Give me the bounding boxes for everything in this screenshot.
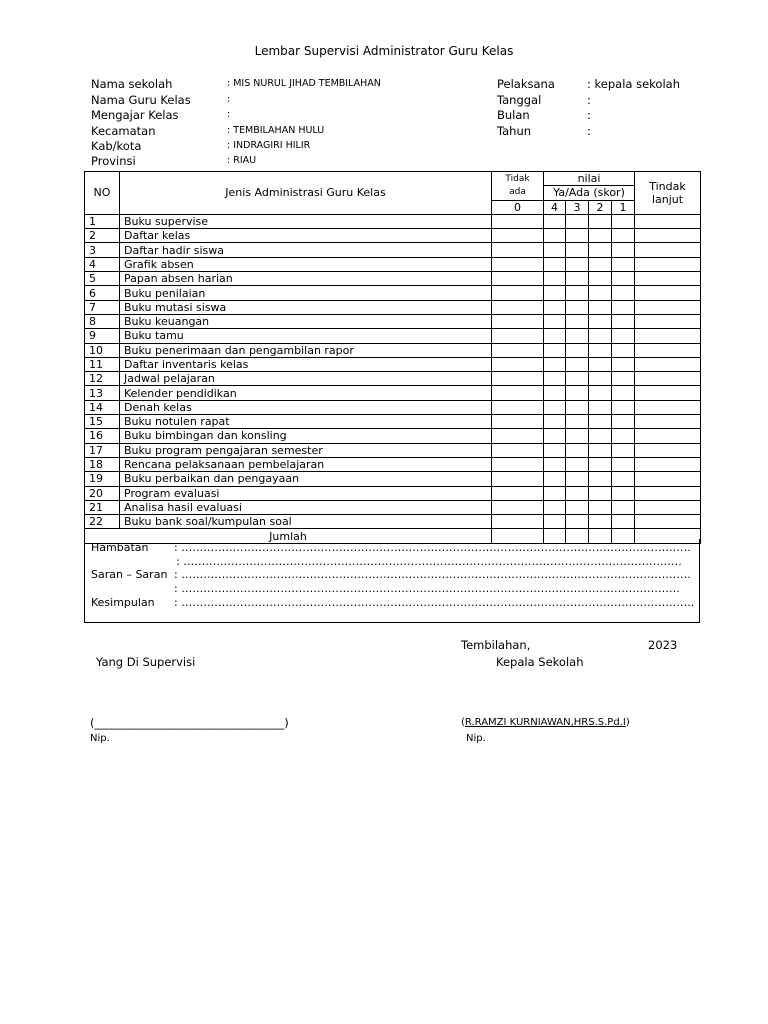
value-kecamatan: : TEMBILAHAN HULU — [227, 125, 325, 136]
left-nip: Nip. — [90, 733, 110, 744]
table-row — [85, 400, 701, 414]
left-name-line: (_________________________________) — [90, 716, 289, 730]
header-score-2: 2 — [589, 200, 612, 214]
label-bulan: Bulan — [497, 108, 530, 122]
kesimpulan-label: Kesimpulan — [91, 596, 155, 609]
score-2-cell — [589, 229, 612, 243]
score-1-cell — [612, 257, 635, 271]
saran-label: Saran – Saran — [91, 568, 168, 581]
tindak-lanjut-cell — [635, 257, 701, 271]
score-0-cell — [492, 400, 544, 414]
tindak-lanjut-cell — [635, 500, 701, 514]
score-3-cell — [566, 415, 589, 429]
score-1-cell — [612, 415, 635, 429]
row-no: 18 — [85, 457, 120, 471]
score-4-cell — [544, 515, 566, 529]
row-item: Buku supervise — [120, 214, 492, 228]
score-1-cell — [612, 386, 635, 400]
score-1-cell — [612, 443, 635, 457]
score-2-cell — [589, 472, 612, 486]
score-0-cell — [492, 300, 544, 314]
tindak-lanjut-cell — [635, 314, 701, 328]
row-item: Daftar inventaris kelas — [120, 357, 492, 371]
score-0-cell — [492, 357, 544, 371]
value-bulan: : — [587, 108, 591, 122]
row-item: Papan absen harian — [120, 272, 492, 286]
score-4-cell — [544, 415, 566, 429]
score-2-cell — [589, 357, 612, 371]
score-4-cell — [544, 457, 566, 471]
total-label: Jumlah — [85, 529, 492, 543]
right-paren-open: ( — [461, 717, 465, 728]
table-row — [85, 272, 701, 286]
table-row — [85, 429, 701, 443]
row-item: Buku keuangan — [120, 314, 492, 328]
score-1-cell — [612, 286, 635, 300]
score-3-cell — [566, 300, 589, 314]
score-2-cell — [589, 429, 612, 443]
score-1-cell — [612, 400, 635, 414]
right-nip: Nip. — [466, 733, 486, 744]
row-no: 19 — [85, 472, 120, 486]
table-row — [85, 472, 701, 486]
row-item: Daftar kelas — [120, 229, 492, 243]
row-no: 6 — [85, 286, 120, 300]
score-0-cell — [492, 229, 544, 243]
saran-line-2: : ………………………………………………………………………………………………………………………. — [174, 582, 680, 595]
row-item: Buku penilaian — [120, 286, 492, 300]
score-2-cell — [589, 400, 612, 414]
score-2-cell — [589, 515, 612, 529]
score-4-cell — [544, 443, 566, 457]
score-2-cell — [589, 314, 612, 328]
table-row — [85, 386, 701, 400]
tindak-lanjut-cell — [635, 415, 701, 429]
score-4-cell — [544, 500, 566, 514]
score-4-cell — [544, 372, 566, 386]
signature-year: 2023 — [648, 638, 678, 652]
table-row — [85, 257, 701, 271]
score-1-cell — [612, 357, 635, 371]
score-0-cell — [492, 443, 544, 457]
score-1-cell — [612, 314, 635, 328]
row-no: 4 — [85, 257, 120, 271]
score-4-cell — [544, 214, 566, 228]
row-no: 1 — [85, 214, 120, 228]
table-row — [85, 314, 701, 328]
tindak-lanjut-cell — [635, 400, 701, 414]
header-nilai: nilai — [544, 172, 635, 186]
table-row — [85, 300, 701, 314]
score-2-cell — [589, 257, 612, 271]
score-1-cell — [612, 372, 635, 386]
row-item: Grafik absen — [120, 257, 492, 271]
row-no: 21 — [85, 500, 120, 514]
score-2-cell — [589, 486, 612, 500]
score-0-cell — [492, 257, 544, 271]
score-2-cell — [589, 300, 612, 314]
score-0-cell — [492, 329, 544, 343]
score-2-cell — [589, 386, 612, 400]
hambatan-label: Hambatan — [91, 541, 149, 554]
value-mengajar-kelas: : — [227, 109, 231, 120]
tindak-lanjut-cell — [635, 272, 701, 286]
row-item: Daftar hadir siswa — [120, 243, 492, 257]
score-2-cell — [589, 415, 612, 429]
row-item: Buku program pengajaran semester — [120, 443, 492, 457]
header-tindak-lanjut — [635, 172, 701, 215]
table-row — [85, 457, 701, 471]
header-tindak-line1: Tindak — [649, 179, 686, 193]
tindak-lanjut-cell — [635, 386, 701, 400]
row-no: 20 — [85, 486, 120, 500]
score-3-cell — [566, 400, 589, 414]
hambatan-line-2: : ………………………………………………………………………………………………………………………. — [176, 555, 682, 568]
header-score-0: 0 — [492, 200, 544, 214]
score-3-cell — [566, 457, 589, 471]
score-2-cell — [589, 214, 612, 228]
signature-place: Tembilahan, — [461, 638, 531, 652]
value-nama-sekolah: : MIS NURUL JIHAD TEMBILAHAN — [227, 78, 381, 89]
row-no: 22 — [85, 515, 120, 529]
score-2-cell — [589, 329, 612, 343]
value-nama-guru: : — [227, 94, 231, 105]
score-4-cell — [544, 286, 566, 300]
tindak-lanjut-cell — [635, 515, 701, 529]
score-1-cell — [612, 272, 635, 286]
score-0-cell — [492, 314, 544, 328]
row-item: Buku perbaikan dan pengayaan — [120, 472, 492, 486]
score-4-cell — [544, 429, 566, 443]
right-name-block — [461, 717, 630, 728]
label-pelaksana: Pelaksana — [497, 77, 555, 91]
tindak-lanjut-cell — [635, 286, 701, 300]
score-4-cell — [544, 257, 566, 271]
score-3-cell — [566, 286, 589, 300]
score-1-cell — [612, 472, 635, 486]
score-0-cell — [492, 343, 544, 357]
score-3-cell — [566, 329, 589, 343]
label-nama-sekolah: Nama sekolah — [91, 77, 173, 91]
score-3-cell — [566, 257, 589, 271]
row-item: Buku bank soal/kumpulan soal — [120, 515, 492, 529]
score-2-cell — [589, 372, 612, 386]
score-4-cell — [544, 272, 566, 286]
row-item: Buku tamu — [120, 329, 492, 343]
score-3-cell — [566, 357, 589, 371]
value-tanggal: : — [587, 93, 591, 107]
score-3-cell — [566, 343, 589, 357]
table-row — [85, 443, 701, 457]
score-4-cell — [544, 300, 566, 314]
tindak-lanjut-cell — [635, 329, 701, 343]
row-item: Program evaluasi — [120, 486, 492, 500]
score-0-cell — [492, 214, 544, 228]
row-no: 14 — [85, 400, 120, 414]
score-2-cell — [589, 457, 612, 471]
table-row — [85, 286, 701, 300]
score-1-cell — [612, 243, 635, 257]
value-tahun: : — [587, 124, 591, 138]
header-score-3: 3 — [566, 200, 589, 214]
tindak-lanjut-cell — [635, 457, 701, 471]
header-no: NO — [85, 172, 120, 215]
row-item: Kelender pendidikan — [120, 386, 492, 400]
score-3-cell — [566, 515, 589, 529]
score-3-cell — [566, 272, 589, 286]
score-2-cell — [589, 443, 612, 457]
row-no: 13 — [85, 386, 120, 400]
score-1-cell — [612, 343, 635, 357]
left-role: Yang Di Supervisi — [96, 655, 196, 669]
score-4-cell — [544, 314, 566, 328]
score-4-cell — [544, 486, 566, 500]
score-4-cell — [544, 357, 566, 371]
header-jenis: Jenis Administrasi Guru Kelas — [120, 172, 492, 215]
hambatan-line-1: : …………………………………………………………………………………………………………………………. — [174, 541, 691, 554]
score-1-cell — [612, 486, 635, 500]
row-no: 15 — [85, 415, 120, 429]
table-row — [85, 229, 701, 243]
row-item: Denah kelas — [120, 400, 492, 414]
score-0-cell — [492, 286, 544, 300]
score-1-cell — [612, 515, 635, 529]
table-row — [85, 329, 701, 343]
table-row — [85, 515, 701, 529]
value-provinsi: : RIAU — [227, 155, 257, 166]
row-no: 8 — [85, 314, 120, 328]
score-3-cell — [566, 486, 589, 500]
score-0-cell — [492, 372, 544, 386]
header-tindak-line2: lanjut — [651, 192, 684, 206]
score-0-cell — [492, 386, 544, 400]
right-role: Kepala Sekolah — [496, 655, 584, 669]
table-row — [85, 415, 701, 429]
score-4-cell — [544, 229, 566, 243]
tindak-lanjut-cell — [635, 243, 701, 257]
score-2-cell — [589, 272, 612, 286]
score-0-cell — [492, 472, 544, 486]
kesimpulan-line: : ………………………………………………………………………………………………………………………….. — [174, 596, 695, 609]
label-tanggal: Tanggal — [497, 93, 542, 107]
row-no: 17 — [85, 443, 120, 457]
table-row — [85, 357, 701, 371]
score-0-cell — [492, 415, 544, 429]
tindak-lanjut-cell — [635, 429, 701, 443]
tindak-lanjut-cell — [635, 472, 701, 486]
score-4-cell — [544, 329, 566, 343]
header-ya-ada: Ya/Ada (skor) — [544, 186, 635, 200]
score-4-cell — [544, 386, 566, 400]
tindak-lanjut-cell — [635, 486, 701, 500]
score-1-cell — [612, 214, 635, 228]
score-3-cell — [566, 229, 589, 243]
row-no: 12 — [85, 372, 120, 386]
notes-box — [84, 539, 700, 623]
label-nama-guru: Nama Guru Kelas — [91, 93, 191, 107]
row-item: Buku penerimaan dan pengambilan rapor — [120, 343, 492, 357]
table-row — [85, 343, 701, 357]
score-3-cell — [566, 386, 589, 400]
score-3-cell — [566, 472, 589, 486]
score-0-cell — [492, 486, 544, 500]
right-paren-close: ) — [625, 717, 630, 728]
tindak-lanjut-cell — [635, 372, 701, 386]
row-item: Rencana pelaksanaan pembelajaran — [120, 457, 492, 471]
score-0-cell — [492, 243, 544, 257]
header-score-1: 1 — [612, 200, 635, 214]
header-tidak-ada — [492, 172, 544, 201]
label-kecamatan: Kecamatan — [91, 124, 156, 138]
row-no: 5 — [85, 272, 120, 286]
row-no: 7 — [85, 300, 120, 314]
table-row — [85, 486, 701, 500]
label-tahun: Tahun — [497, 124, 532, 138]
saran-line-1: : …………………………………………………………………………………………………………………………. — [174, 568, 691, 581]
row-no: 16 — [85, 429, 120, 443]
score-1-cell — [612, 429, 635, 443]
score-2-cell — [589, 343, 612, 357]
score-1-cell — [612, 500, 635, 514]
table-row — [85, 372, 701, 386]
tindak-lanjut-cell — [635, 229, 701, 243]
score-0-cell — [492, 429, 544, 443]
supervision-table — [84, 171, 701, 544]
row-item: Analisa hasil evaluasi — [120, 500, 492, 514]
score-2-cell — [589, 500, 612, 514]
score-0-cell — [492, 500, 544, 514]
tindak-lanjut-cell — [635, 357, 701, 371]
score-2-cell — [589, 243, 612, 257]
score-0-cell — [492, 272, 544, 286]
score-3-cell — [566, 500, 589, 514]
score-3-cell — [566, 443, 589, 457]
row-item: Jadwal pelajaran — [120, 372, 492, 386]
value-kab-kota: : INDRAGIRI HILIR — [227, 140, 311, 151]
label-provinsi: Provinsi — [91, 154, 136, 168]
header-tidak-ada-line1: Tidak — [505, 173, 530, 184]
score-2-cell — [589, 286, 612, 300]
document-title: Lembar Supervisi Administrator Guru Kelas — [254, 44, 514, 58]
score-0-cell — [492, 515, 544, 529]
score-4-cell — [544, 343, 566, 357]
tindak-lanjut-cell — [635, 300, 701, 314]
table-row — [85, 214, 701, 228]
score-3-cell — [566, 372, 589, 386]
label-mengajar-kelas: Mengajar Kelas — [91, 108, 179, 122]
row-item: Buku notulen rapat — [120, 415, 492, 429]
score-0-cell — [492, 457, 544, 471]
score-1-cell — [612, 457, 635, 471]
score-1-cell — [612, 229, 635, 243]
score-4-cell — [544, 472, 566, 486]
tindak-lanjut-cell — [635, 443, 701, 457]
value-pelaksana: : kepala sekolah — [587, 77, 680, 91]
row-no: 9 — [85, 329, 120, 343]
label-kab-kota: Kab/kota — [91, 139, 142, 153]
tindak-lanjut-cell — [635, 214, 701, 228]
score-3-cell — [566, 214, 589, 228]
score-1-cell — [612, 329, 635, 343]
score-3-cell — [566, 243, 589, 257]
row-no: 10 — [85, 343, 120, 357]
row-no: 11 — [85, 357, 120, 371]
table-row — [85, 243, 701, 257]
row-item: Buku bimbingan dan konsling — [120, 429, 492, 443]
score-1-cell — [612, 300, 635, 314]
score-4-cell — [544, 400, 566, 414]
row-no: 2 — [85, 229, 120, 243]
right-name: R.RAMZI KURNIAWAN,HRS.S.Pd.I — [464, 717, 626, 728]
score-4-cell — [544, 243, 566, 257]
tindak-lanjut-cell — [635, 343, 701, 357]
score-3-cell — [566, 429, 589, 443]
score-3-cell — [566, 314, 589, 328]
header-tidak-ada-line2: ada — [509, 186, 526, 197]
row-no: 3 — [85, 243, 120, 257]
header-score-4: 4 — [544, 200, 566, 214]
table-row — [85, 500, 701, 514]
row-item: Buku mutasi siswa — [120, 300, 492, 314]
